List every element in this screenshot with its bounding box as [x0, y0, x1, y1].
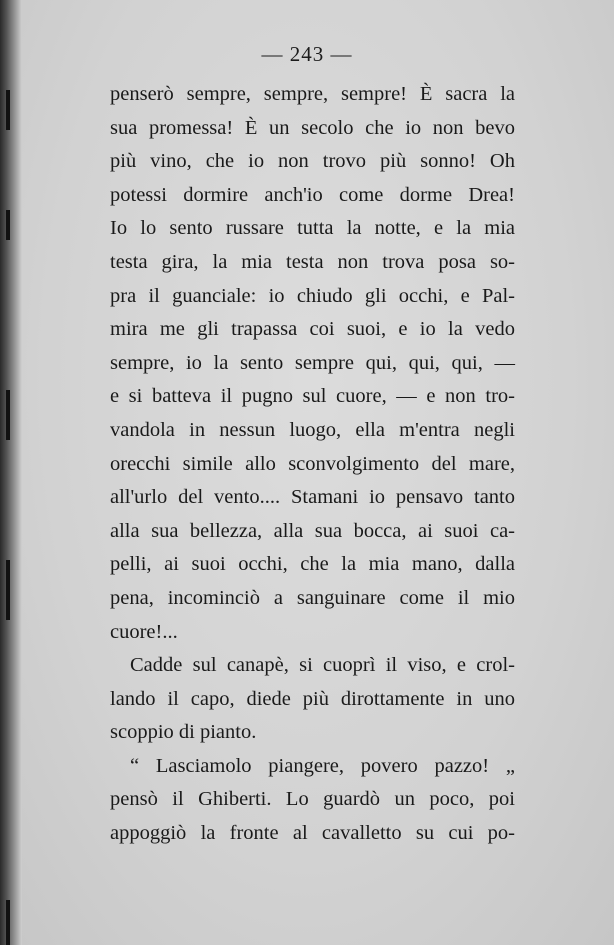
- spine-stain: [6, 900, 10, 945]
- text-line: più vino, che io non trovo più sonno! Oh: [110, 150, 515, 173]
- text-line: alla sua bellezza, alla sua bocca, ai suoi ca-: [110, 519, 515, 542]
- text-line: mira me gli trapassa coi suoi, e io la vedo: [110, 318, 515, 341]
- text-line: “ Lasciamolo piangere, povero pazzo! „: [130, 754, 515, 777]
- text-line: testa gira, la mia testa non trova posa so-: [110, 250, 515, 273]
- text-line: e si batteva il pugno sul cuore, — e non tro-: [110, 385, 515, 408]
- text-line: pensò il Ghiberti. Lo guardò un poco, poi: [110, 788, 515, 811]
- text-line: pra il guanciale: io chiudo gli occhi, e Pal-: [110, 284, 515, 307]
- text-line: cuore!...: [110, 620, 178, 643]
- spine-stain: [6, 90, 10, 130]
- text-line: all'urlo del vento.... Stamani io pensavo tanto: [110, 486, 515, 509]
- page-number: — 243 —: [261, 42, 353, 66]
- text-line: Io lo sento russare tutta la notte, e la mia: [110, 217, 515, 240]
- text-line: potessi dormire anch'io come dorme Drea!: [110, 183, 515, 206]
- text-line: appoggiò la fronte al cavalletto su cui po-: [110, 822, 515, 845]
- spine-stain: [6, 390, 10, 440]
- spine-stain: [6, 210, 10, 240]
- text-line: Cadde sul canapè, si cuoprì il viso, e crol-: [130, 654, 515, 677]
- book-spine-edge: [0, 0, 22, 945]
- text-line: sua promessa! È un secolo che io non bevo: [110, 116, 515, 139]
- text-line: sempre, io la sento sempre qui, qui, qui, —: [110, 351, 515, 374]
- spine-stain: [6, 560, 10, 620]
- text-line: lando il capo, diede più dirottamente in uno: [110, 687, 515, 710]
- body-text: [110, 78, 515, 851]
- text-line: pelli, ai suoi occhi, che la mia mano, dalla: [110, 553, 515, 576]
- text-line: orecchi simile allo sconvolgimento del mare,: [110, 452, 515, 475]
- text-line: vandola in nessun luogo, ella m'entra negli: [110, 418, 515, 441]
- text-line: penserò sempre, sempre, sempre! È sacra la: [110, 83, 515, 105]
- text-line: pena, incominciò a sanguinare come il mio: [110, 586, 515, 609]
- text-line: scoppio di pianto.: [110, 721, 257, 744]
